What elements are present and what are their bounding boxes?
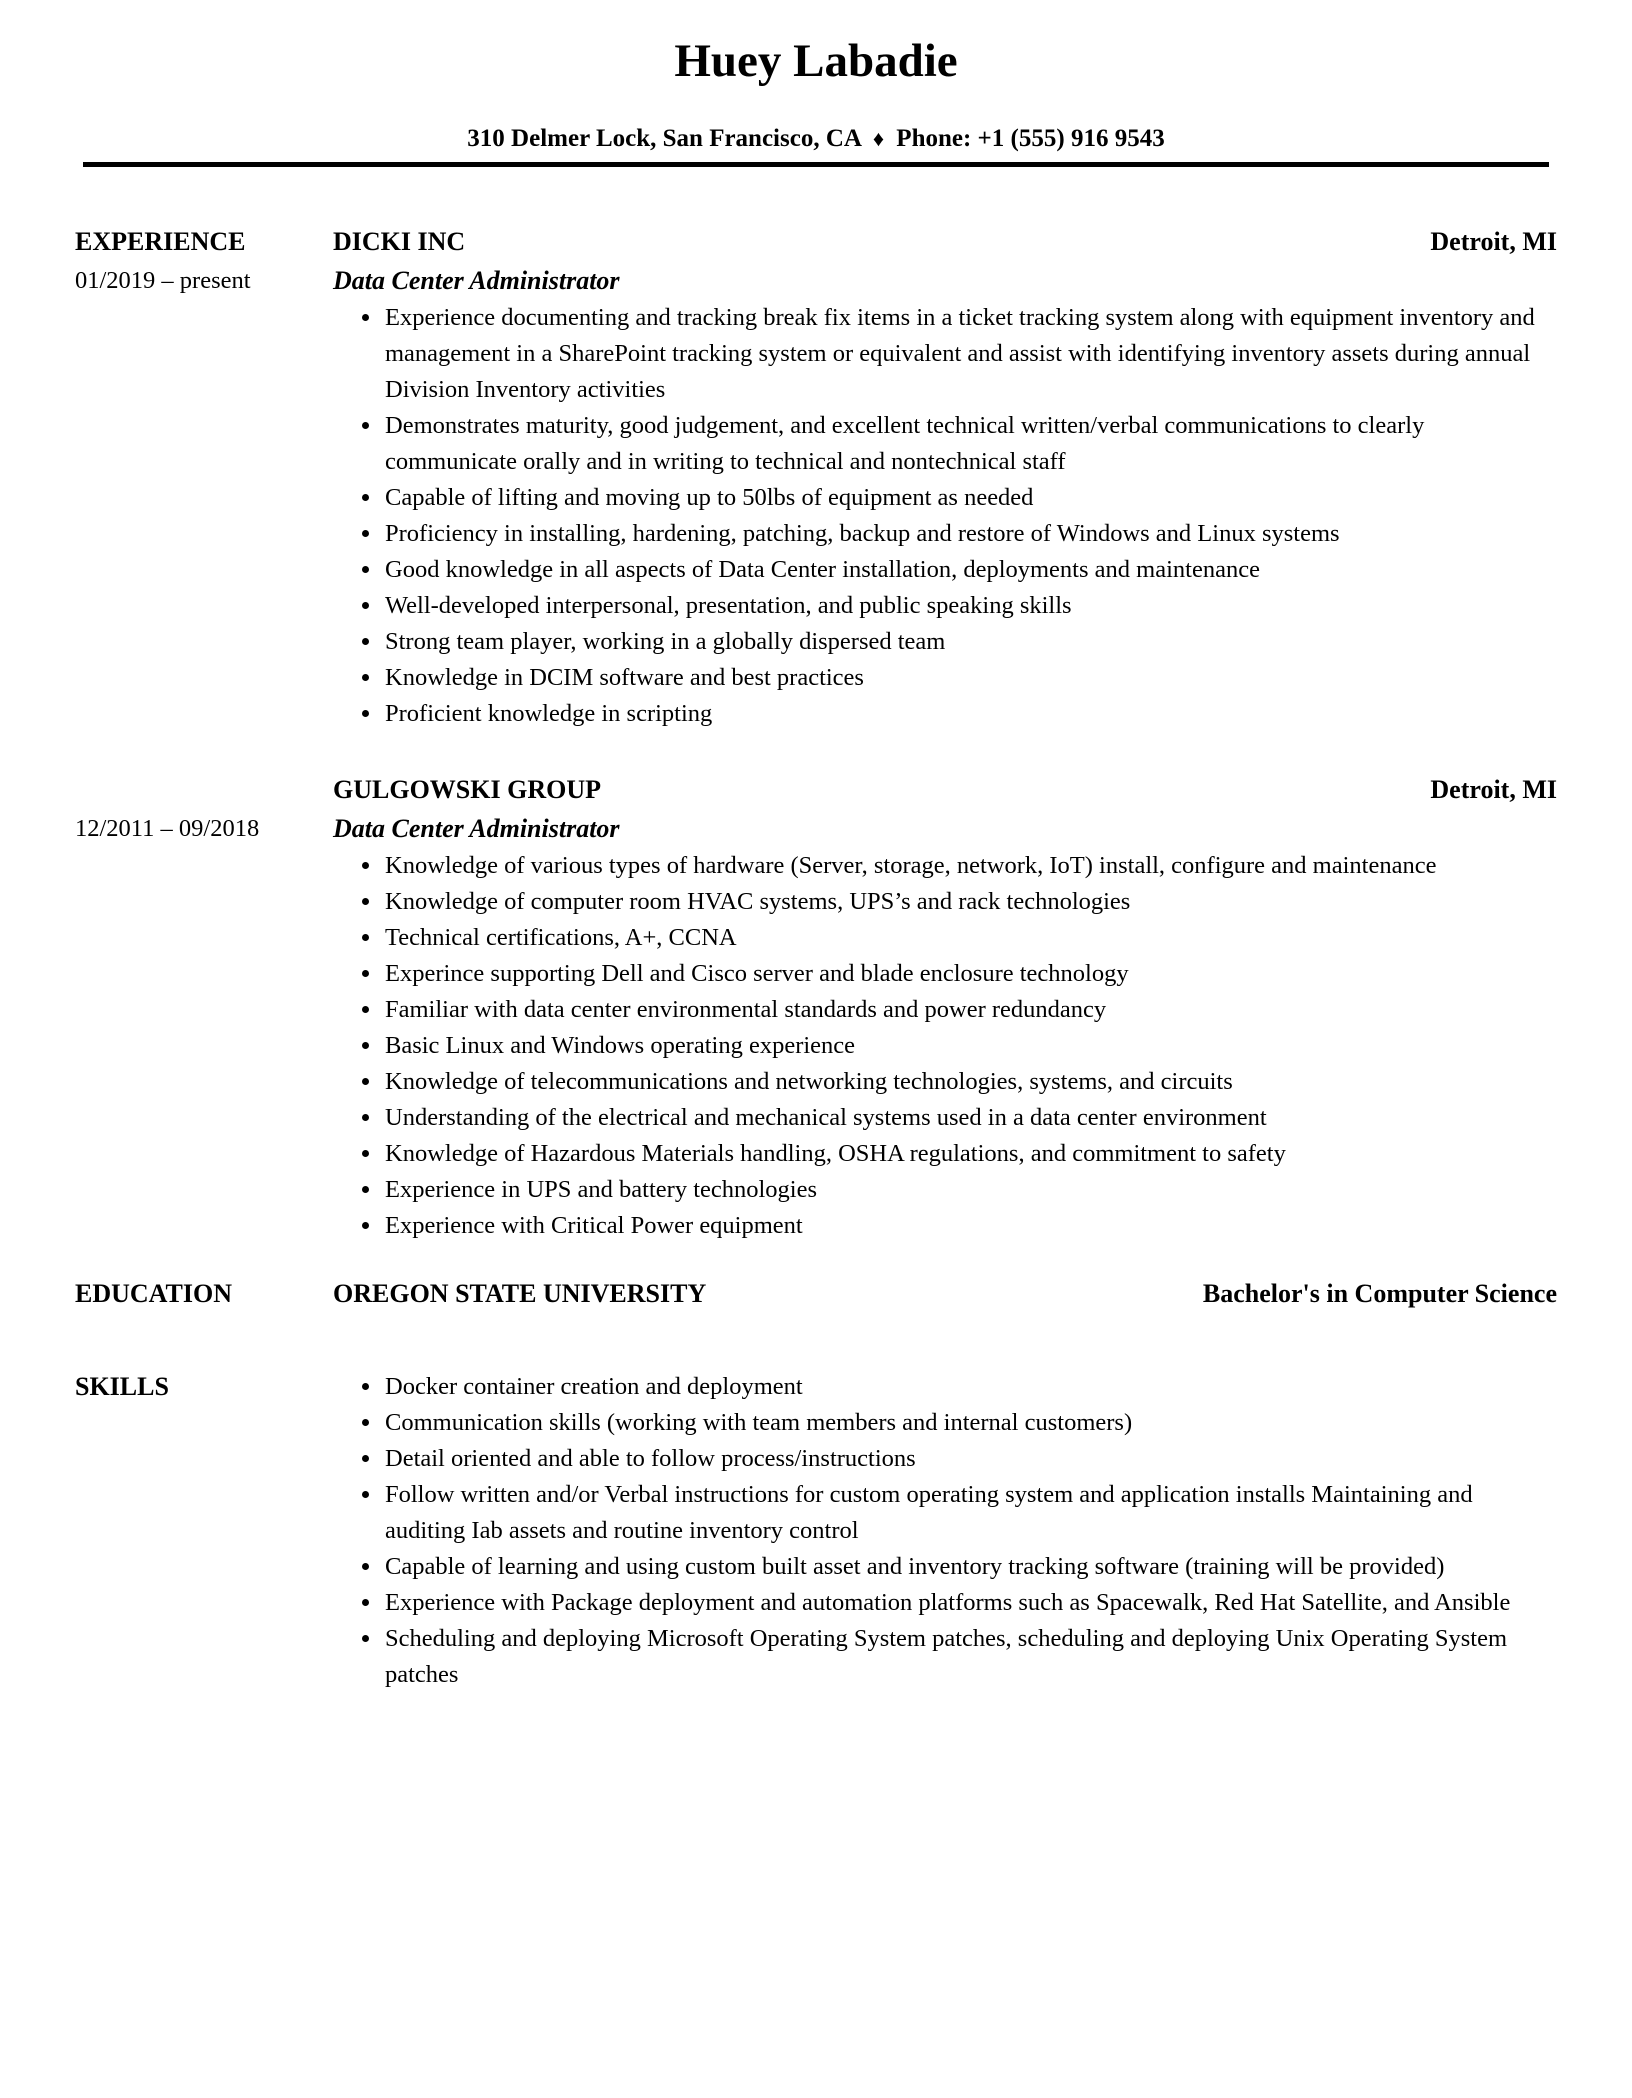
job-bullet: • Capable of lifting and moving up to 50lbs of equipment as needed (383, 480, 1557, 516)
company-name: GULGOWSKI GROUP (333, 775, 601, 804)
job-bullet: • Proficiency in installing, hardening, patching, backup and restore of Windows and Linux systems (383, 516, 1557, 552)
job-bullet: • Knowledge of Hazardous Materials handling, OSHA regulations, and commitment to safety (383, 1136, 1557, 1172)
job-bullet: • Knowledge of computer room HVAC systems, UPS’s and rack technologies (383, 884, 1557, 920)
job-details (333, 770, 1557, 1244)
skill-bullet: • Communication skills (working with team members and internal customers) (383, 1405, 1557, 1441)
company-row (333, 222, 1557, 262)
education-section-label: EDUCATION (75, 1279, 232, 1308)
candidate-name: Huey Labadie (674, 35, 958, 87)
company-name: DICKI INC (333, 227, 466, 256)
job-bullet-list (333, 300, 1557, 732)
contact-phone: Phone: +1 (555) 916 9543 (896, 125, 1165, 152)
job-details (333, 222, 1557, 732)
left-spacer (75, 770, 333, 810)
skills-bullet-list (333, 1369, 1557, 1693)
company-row (333, 770, 1557, 810)
experience-section (75, 222, 1557, 1244)
contact-line (75, 124, 1557, 154)
job-bullet: • Experience documenting and tracking break fix items in a ticket tracking system along with equipment inventory and management in a SharePoint tracking system or equivalent and assist with identifying inventory assets during annual Division Inventory activities (383, 300, 1557, 408)
job-title: Data Center Administrator (333, 266, 620, 295)
job-bullet: • Basic Linux and Windows operating experience (383, 1028, 1557, 1064)
header-divider (83, 162, 1549, 167)
job-dates: 01/2019 – present (75, 267, 251, 294)
job-bullet: • Technical certifications, A+, CCNA (383, 920, 1557, 956)
job-bullet: • Familiar with data center environmental standards and power redundancy (383, 992, 1557, 1028)
company-location: Detroit, MI (1430, 775, 1557, 804)
skills-section-label: SKILLS (75, 1372, 169, 1401)
job-bullet: • Well-developed interpersonal, presentation, and public speaking skills (383, 588, 1557, 624)
job-dates: 12/2011 – 09/2018 (75, 815, 260, 842)
education-row (333, 1274, 1557, 1314)
job-bullet: • Knowledge of various types of hardware (Server, storage, network, IoT) install, configure and maintenance (383, 848, 1557, 884)
skills-section (75, 1369, 1557, 1693)
job-bullet: • Experince supporting Dell and Cisco server and blade enclosure technology (383, 956, 1557, 992)
skill-bullet: • Scheduling and deploying Microsoft Operating System patches, scheduling and deploying Unix Operating System patches (383, 1621, 1557, 1693)
education-details (333, 1274, 1557, 1314)
job-entry (75, 770, 1557, 1244)
contact-address: 310 Delmer Lock, San Francisco, CA (467, 125, 861, 152)
job-bullet: • Proficient knowledge in scripting (383, 696, 1557, 732)
school-name: OREGON STATE UNIVERSITY (333, 1279, 707, 1308)
skill-bullet: • Detail oriented and able to follow process/instructions (383, 1441, 1557, 1477)
experience-left-column (75, 222, 333, 300)
skills-left-column (75, 1369, 333, 1405)
resume-header (75, 34, 1557, 167)
job-bullet: • Understanding of the electrical and mechanical systems used in a data center environment (383, 1100, 1557, 1136)
job-bullet: • Knowledge in DCIM software and best practices (383, 660, 1557, 696)
skill-bullet: • Docker container creation and deployment (383, 1369, 1557, 1405)
job-bullet: • Good knowledge in all aspects of Data Center installation, deployments and maintenance (383, 552, 1557, 588)
skill-bullet: • Capable of learning and using custom built asset and inventory tracking software (training will be provided) (383, 1549, 1557, 1585)
job-bullet: • Demonstrates maturity, good judgement, and excellent technical written/verbal communications to clearly communicate orally and in writing to technical and nontechnical staff (383, 408, 1557, 480)
job-bullet: • Knowledge of telecommunications and networking technologies, systems, and circuits (383, 1064, 1557, 1100)
diamond-separator: ♦ (872, 126, 885, 151)
education-left-column (75, 1274, 333, 1314)
job-bullet: • Experience with Critical Power equipment (383, 1208, 1557, 1244)
job-title: Data Center Administrator (333, 814, 620, 843)
job-bullet-list (333, 848, 1557, 1244)
job-bullet: • Experience in UPS and battery technologies (383, 1172, 1557, 1208)
skill-bullet: • Experience with Package deployment and automation platforms such as Spacewalk, Red Hat Satellite, and Ansible (383, 1585, 1557, 1621)
skills-details (333, 1369, 1557, 1693)
experience-section-label: EXPERIENCE (75, 227, 246, 256)
job-entry (75, 222, 1557, 732)
education-section (75, 1274, 1557, 1314)
experience-left-column (75, 770, 333, 848)
degree-name: Bachelor's in Computer Science (1202, 1279, 1557, 1308)
skill-bullet: • Follow written and/or Verbal instructions for custom operating system and application installs Maintaining and auditing Iab assets and routine inventory control (383, 1477, 1557, 1549)
company-location: Detroit, MI (1430, 227, 1557, 256)
job-bullet: • Strong team player, working in a globally dispersed team (383, 624, 1557, 660)
